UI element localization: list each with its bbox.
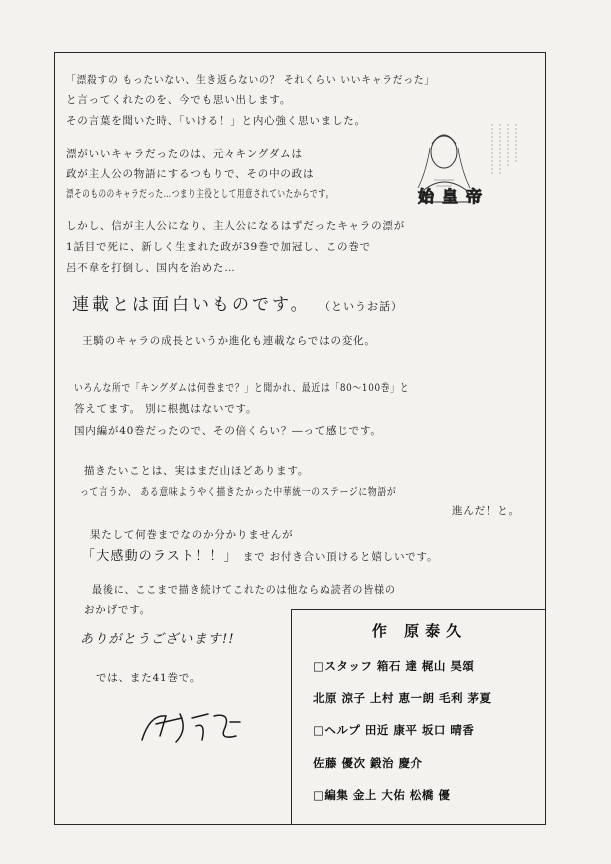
letter-line: では、また41巻で。 [96, 672, 202, 684]
letter-heading-aside: （というお話） [319, 300, 404, 313]
letter-heading [72, 290, 403, 315]
letter-line: 政が主人公の物語にするつもりで、その中の政は [66, 168, 315, 180]
letter-line: おかげです。 [84, 604, 151, 616]
credit-author: 作 原泰久 [371, 622, 468, 640]
letter-line: まで お付き合い頂けると嬉しいです。 [242, 551, 439, 563]
letter-line: 「漂殺すの もったいない、生き返らないの？ それくらい いいキャラだった」 [66, 74, 435, 86]
letter-line: 王騎のキャラの成長というか進化も連載ならではの変化。 [82, 335, 376, 347]
letter-line: 漂がいいキャラだったのは、元々キングダムは [66, 148, 303, 160]
letter-line: その言葉を聞いた時、「いける！」と内心強く思いました。 [66, 115, 366, 127]
letter-heading-text: 連載とは面白いものです。 [72, 295, 311, 315]
credits-box [291, 609, 546, 825]
shikoutei-portrait-illustration [410, 118, 538, 210]
credit-line-staff: □スタッフ 箱石 達 梶山 昊頌 [313, 659, 475, 673]
letter-line: 国内編が40巻だったので、その倍くらい？―って感じです。 [74, 425, 382, 437]
credit-line-staff-2: 北原 涼子 上村 恵一朗 毛利 茅夏 [313, 691, 492, 705]
credit-line-help-2: 佐藤 優次 鍛治 慶介 [313, 756, 423, 770]
letter-line: 答えてます。 別に根拠はないです。 [74, 403, 258, 415]
letter-line: 1話目で死に、新しく生まれた政が39巻で加冠し、この巻で [66, 241, 371, 253]
letter-line: 進んだ！と。 [452, 505, 520, 517]
portrait-caption: 始皇帝 [418, 187, 491, 206]
thanks-line: ありがとうございます!! [80, 632, 235, 647]
phrase-last-stage: 「大感動のラスト！！」 [82, 549, 238, 564]
letter-line: 果たして何巻までなのか分かりませんが [90, 529, 294, 541]
letter-line: と言ってくれたのを、今でも思い出します。 [66, 94, 292, 106]
letter-line: 呂不韋を打倒し、国内を治めた… [66, 262, 236, 274]
letter-line: しかし、信が主人公になり、主人公になるはずだったキャラの漂が [66, 220, 405, 232]
letter-line: って言うか、 ある意味ようやく描きたかった中華統一のステージに物語が [80, 486, 397, 498]
letter-line-last-stage [82, 545, 438, 564]
credit-line-editor: □編集 金上 大佑 松橋 優 [313, 788, 451, 802]
letter-line: いろんな所で「キングダムは何巻まで？」と聞かれ、最近は「80～100巻」と [74, 382, 410, 394]
letter-line: 描きたいことは、実はまだ山ほどあります。 [84, 465, 310, 477]
letter-line: 最後に、ここまで描き続けてこれたのは他ならぬ読者の皆様の [92, 584, 396, 596]
credit-line-help: □ヘルプ 田近 康平 坂口 晴香 [313, 723, 475, 737]
letter-line: 漂そのもののキャラだった…つまり主役として用意されていたからです。 [66, 188, 334, 200]
author-signature [136, 700, 246, 750]
